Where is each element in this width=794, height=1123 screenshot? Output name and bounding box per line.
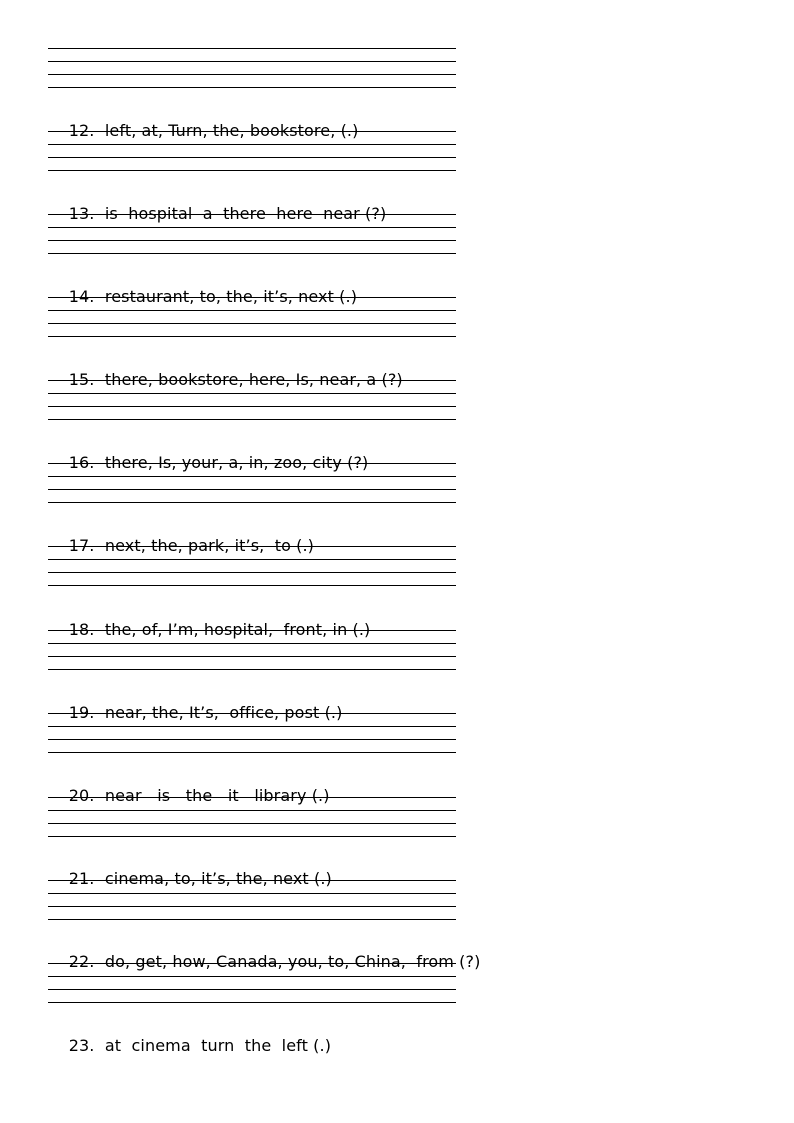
writing-line bbox=[48, 797, 456, 798]
writing-line bbox=[48, 393, 456, 394]
writing-line bbox=[48, 823, 456, 824]
question-23 bbox=[48, 1016, 648, 1076]
writing-line bbox=[48, 572, 456, 573]
question-words: near, the, It’s, office, post (.) bbox=[104, 703, 343, 722]
writing-line bbox=[48, 1002, 456, 1003]
question-number: 14. bbox=[68, 287, 95, 306]
question-words: next, the, park, it’s, to (.) bbox=[104, 536, 315, 555]
question-number: 17. bbox=[68, 536, 95, 555]
writing-line bbox=[48, 74, 456, 75]
answer-lines bbox=[48, 214, 456, 254]
writing-line bbox=[48, 131, 456, 132]
writing-line bbox=[48, 323, 456, 324]
question-words: there, Is, your, a, in, zoo, city (?) bbox=[104, 453, 369, 472]
writing-line bbox=[48, 713, 456, 714]
answer-lines bbox=[48, 48, 456, 88]
writing-line bbox=[48, 310, 456, 311]
writing-line bbox=[48, 240, 456, 241]
writing-line bbox=[48, 585, 456, 586]
writing-line bbox=[48, 726, 456, 727]
question-number: 12. bbox=[68, 121, 95, 140]
writing-line bbox=[48, 297, 456, 298]
answer-lines bbox=[48, 880, 456, 920]
writing-line bbox=[48, 919, 456, 920]
writing-line bbox=[48, 656, 456, 657]
writing-line bbox=[48, 170, 456, 171]
writing-line bbox=[48, 476, 456, 477]
question-words: the, of, I’m, hospital, front, in (.) bbox=[104, 620, 371, 639]
writing-line bbox=[48, 630, 456, 631]
answer-lines bbox=[48, 131, 456, 171]
answer-lines bbox=[48, 463, 456, 503]
writing-line bbox=[48, 419, 456, 420]
question-number: 20. bbox=[68, 786, 95, 805]
question-words: cinema, to, it’s, the, next (.) bbox=[104, 869, 332, 888]
question-number: 13. bbox=[68, 204, 95, 223]
writing-line bbox=[48, 976, 456, 977]
writing-line bbox=[48, 406, 456, 407]
writing-line bbox=[48, 336, 456, 337]
writing-line bbox=[48, 893, 456, 894]
writing-line bbox=[48, 739, 456, 740]
question-words: near is the it library (.) bbox=[104, 786, 330, 805]
writing-line bbox=[48, 214, 456, 215]
writing-line bbox=[48, 253, 456, 254]
question-words: left, at, Turn, the, bookstore, (.) bbox=[104, 121, 359, 140]
writing-line bbox=[48, 559, 456, 560]
question-words: is hospital a there here near (?) bbox=[104, 204, 387, 223]
writing-line bbox=[48, 906, 456, 907]
answer-lines bbox=[48, 630, 456, 670]
writing-line bbox=[48, 963, 456, 964]
answer-lines bbox=[48, 713, 456, 753]
answer-lines bbox=[48, 297, 456, 337]
question-number: 16. bbox=[68, 453, 95, 472]
answer-lines bbox=[48, 380, 456, 420]
question-words: at cinema turn the left (.) bbox=[104, 1036, 332, 1055]
writing-line bbox=[48, 48, 456, 49]
question-words: there, bookstore, here, Is, near, a (?) bbox=[104, 370, 403, 389]
question-words: do, get, how, Canada, you, to, China, from (?) bbox=[104, 952, 481, 971]
question-number: 18. bbox=[68, 620, 95, 639]
answer-lines bbox=[48, 797, 456, 837]
writing-line bbox=[48, 380, 456, 381]
writing-line bbox=[48, 489, 456, 490]
question-words: restaurant, to, the, it’s, next (.) bbox=[104, 287, 358, 306]
writing-line bbox=[48, 546, 456, 547]
writing-line bbox=[48, 61, 456, 62]
writing-line bbox=[48, 463, 456, 464]
answer-lines bbox=[48, 546, 456, 586]
writing-line bbox=[48, 227, 456, 228]
writing-line bbox=[48, 643, 456, 644]
question-number: 21. bbox=[68, 869, 95, 888]
writing-line bbox=[48, 502, 456, 503]
writing-line bbox=[48, 989, 456, 990]
answer-lines bbox=[48, 963, 456, 1003]
question-number: 19. bbox=[68, 703, 95, 722]
writing-line bbox=[48, 880, 456, 881]
writing-line bbox=[48, 810, 456, 811]
writing-line bbox=[48, 752, 456, 753]
writing-line bbox=[48, 669, 456, 670]
question-number: 22. bbox=[68, 952, 95, 971]
writing-line bbox=[48, 836, 456, 837]
question-number: 15. bbox=[68, 370, 95, 389]
writing-line bbox=[48, 87, 456, 88]
question-number: 23. bbox=[68, 1036, 95, 1055]
writing-line bbox=[48, 144, 456, 145]
writing-line bbox=[48, 157, 456, 158]
